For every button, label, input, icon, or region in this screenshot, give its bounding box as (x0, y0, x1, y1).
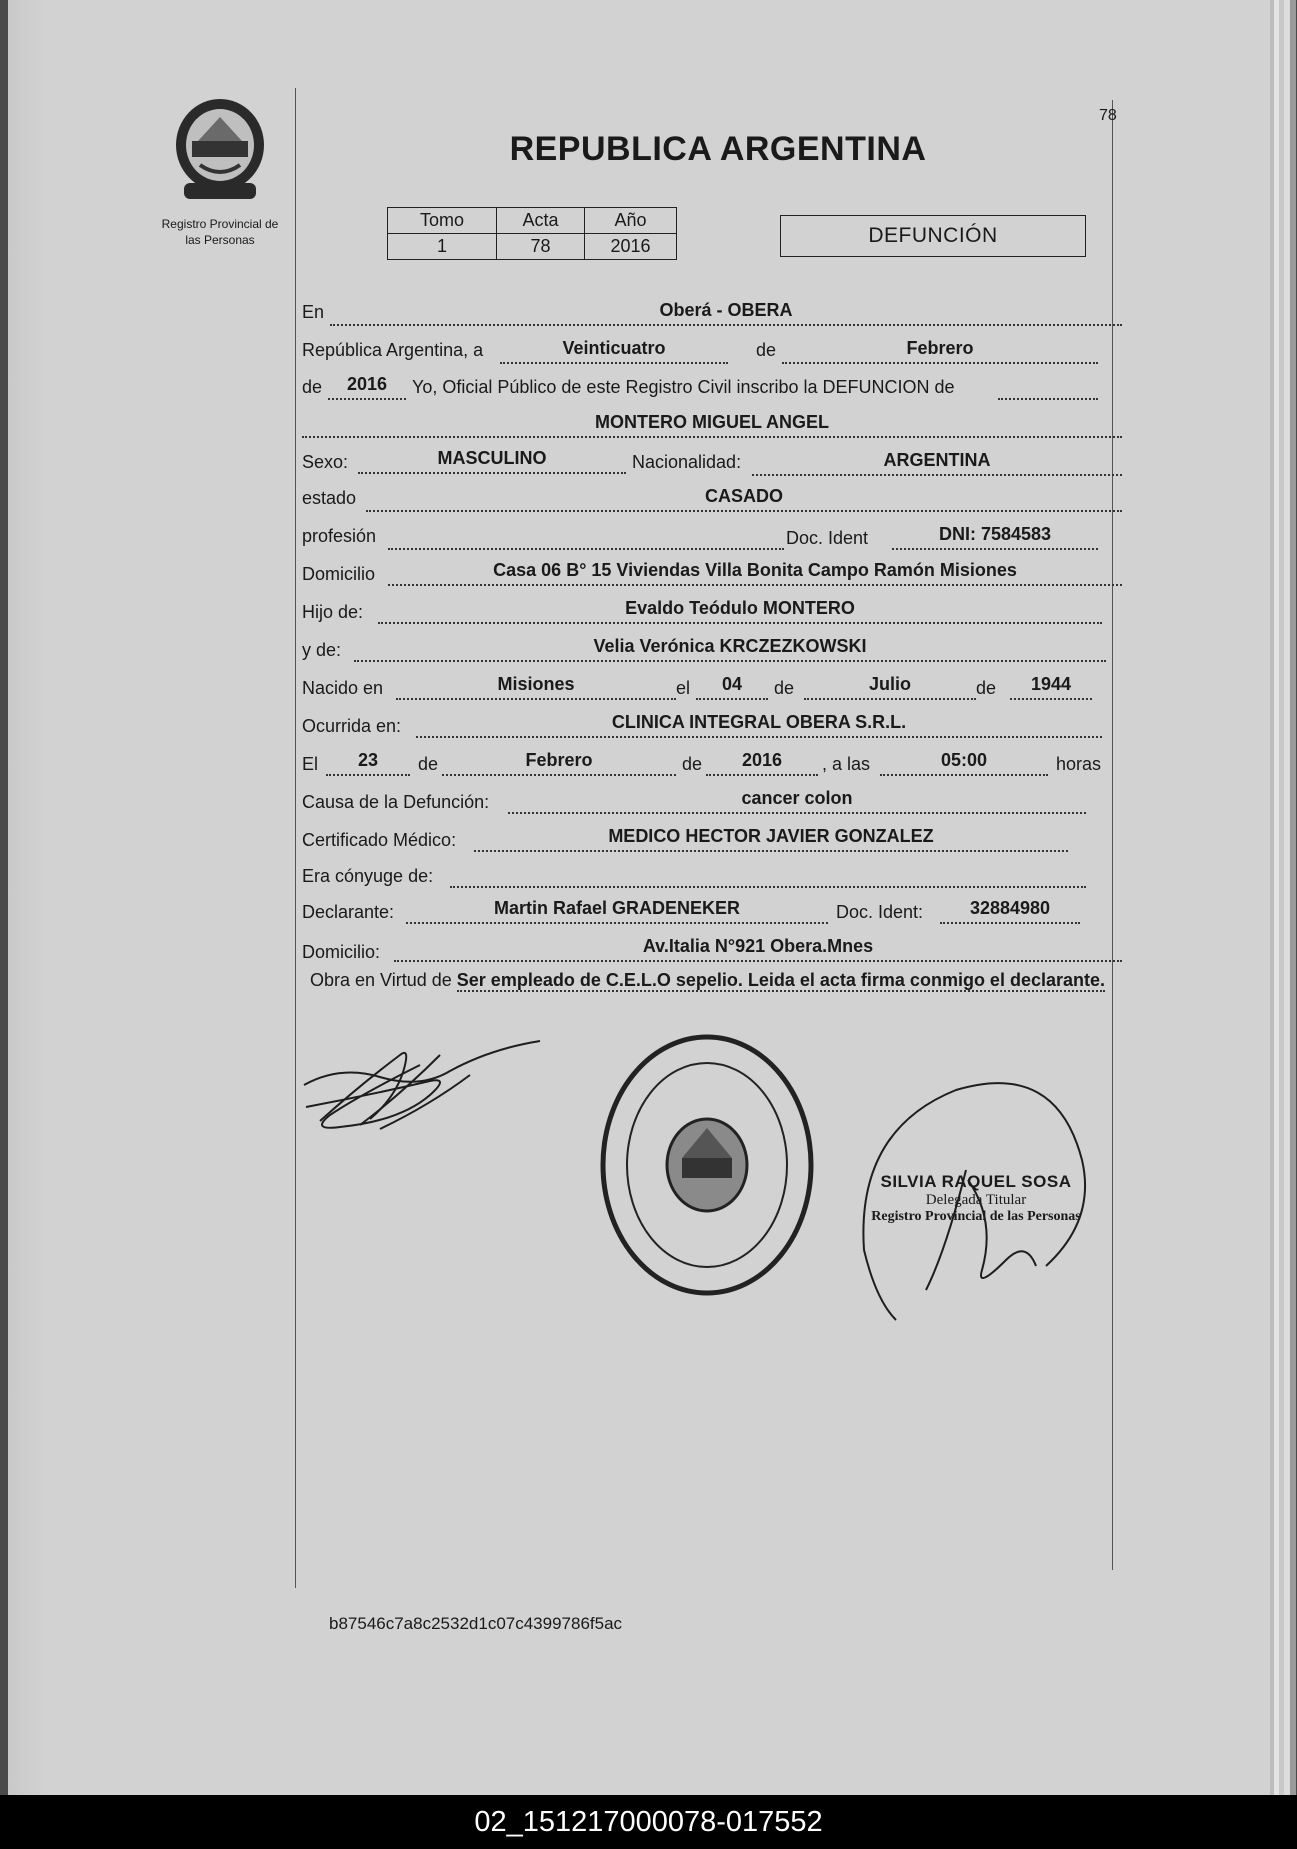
label-conyuge: Era cónyuge de: (302, 866, 434, 886)
registry-line2: las Personas (185, 233, 255, 247)
field-nacionalidad: ARGENTINA (752, 450, 1122, 476)
label-de-1: de (756, 340, 777, 360)
label-hijo: Hijo de: (302, 602, 364, 622)
signatory-title: Delegada Titular (925, 1192, 1027, 1208)
label-doc-ident: Doc. Ident (786, 528, 869, 548)
declarant-signature-icon (300, 1025, 550, 1135)
label-ocurrida: Ocurrida en: (302, 716, 402, 736)
label-rep: República Argentina, a (302, 340, 484, 360)
province-seal-icon (170, 95, 270, 205)
label-certificado: Certificado Médico: (302, 830, 457, 850)
registry-line1: Registro Provincial de (161, 217, 279, 231)
field-declarante-doc: 32884980 (940, 898, 1080, 924)
field-def-anio: 2016 (706, 750, 818, 776)
field-dni: DNI: 7584583 (892, 524, 1098, 550)
signatory-registry: Registro Provincial de las Personas (871, 1209, 1081, 1224)
label-de-2: de (302, 377, 323, 397)
field-anio: 2016 (328, 374, 406, 400)
page-title: REPUBLICA ARGENTINA (509, 130, 927, 168)
acta-value: 78 (497, 234, 585, 260)
label-doc-ident2: Doc. Ident: (836, 902, 924, 922)
signatory-block (868, 1172, 1084, 1225)
field-obra-texto: Ser empleado de C.E.L.O sepelio. Leida el acta firma conmigo el declarante. (456, 970, 1105, 990)
registry-caption (144, 216, 296, 248)
field-estado: CASADO (366, 486, 1122, 512)
label-sexo: Sexo: (302, 452, 349, 472)
label-yde: y de: (302, 640, 342, 660)
field-sexo: MASCULINO (358, 448, 626, 474)
field-nac-dia: 04 (696, 674, 768, 700)
label-nac-de-2: de (976, 678, 997, 698)
page-number: 78 (1099, 107, 1117, 124)
label-nacido: Nacido en (302, 678, 384, 698)
field-nac-anio: 1944 (1010, 674, 1092, 700)
document-hash: b87546c7a8c2532d1c07c4399786f5ac (329, 1614, 623, 1633)
label-def-de-2: de (682, 754, 703, 774)
label-el: El (302, 754, 319, 774)
label-yo: Yo, Oficial Público de este Registro Civil inscribo la DEFUNCION de (412, 377, 955, 397)
label-estado: estado (302, 488, 357, 508)
label-domicilio2: Domicilio: (302, 942, 381, 962)
field-def-hora: 05:00 (880, 750, 1048, 776)
tomo-value: 1 (388, 234, 497, 260)
scan-footer: 02_151217000078-017552 (0, 1795, 1297, 1849)
label-nac-el: el (676, 678, 691, 698)
field-def-dia: 23 (326, 750, 410, 776)
anio-value: 2016 (585, 234, 677, 260)
reference-table (387, 207, 677, 260)
field-padre: Evaldo Teódulo MONTERO (378, 598, 1102, 624)
field-def-mes: Febrero (442, 750, 676, 776)
tomo-header: Tomo (388, 208, 497, 234)
label-profesion: profesión (302, 526, 377, 546)
obra-paragraph (310, 966, 1120, 994)
field-defuncion-extra (998, 374, 1098, 400)
field-domicilio: Casa 06 B° 15 Viviendas Villa Bonita Campo Ramón Misiones (388, 560, 1122, 586)
field-ocurrida: CLINICA INTEGRAL OBERA S.R.L. (416, 712, 1102, 738)
document-type-box: DEFUNCIÓN (780, 215, 1086, 257)
signatory-name: SILVIA RAQUEL SOSA (880, 1172, 1072, 1191)
acta-header: Acta (497, 208, 585, 234)
field-declarante-dom: Av.Italia N°921 Obera.Mnes (394, 936, 1122, 962)
field-mes: Febrero (782, 338, 1098, 364)
field-dia-letras: Veinticuatro (500, 338, 728, 364)
document-page (8, 0, 1270, 1795)
field-causa: cancer colon (508, 788, 1086, 814)
field-nombre: MONTERO MIGUEL ANGEL (302, 412, 1122, 438)
field-nac-mes: Julio (804, 674, 976, 700)
left-margin-line (295, 88, 296, 1588)
label-def-de-1: de (418, 754, 439, 774)
anio-header: Año (585, 208, 677, 234)
field-certificado: MEDICO HECTOR JAVIER GONZALEZ (474, 826, 1068, 852)
label-nacionalidad: Nacionalidad: (632, 452, 742, 472)
label-obra: Obra en Virtud de (310, 970, 452, 990)
field-conyuge (450, 862, 1086, 888)
label-alas: , a las (822, 754, 871, 774)
field-declarante: Martin Rafael GRADENEKER (406, 898, 828, 924)
field-profesion (388, 524, 784, 550)
label-nac-de-1: de (774, 678, 795, 698)
field-lugar: Oberá - OBERA (330, 300, 1122, 326)
official-stamp-icon (596, 1030, 818, 1300)
label-horas: horas (1056, 754, 1102, 774)
field-nac-lugar: Misiones (396, 674, 676, 700)
label-domicilio: Domicilio (302, 564, 376, 584)
label-en: En (302, 302, 325, 322)
field-madre: Velia Verónica KRCZEZKOWSKI (354, 636, 1106, 662)
label-causa: Causa de la Defunción: (302, 792, 490, 812)
label-declarante: Declarante: (302, 902, 395, 922)
